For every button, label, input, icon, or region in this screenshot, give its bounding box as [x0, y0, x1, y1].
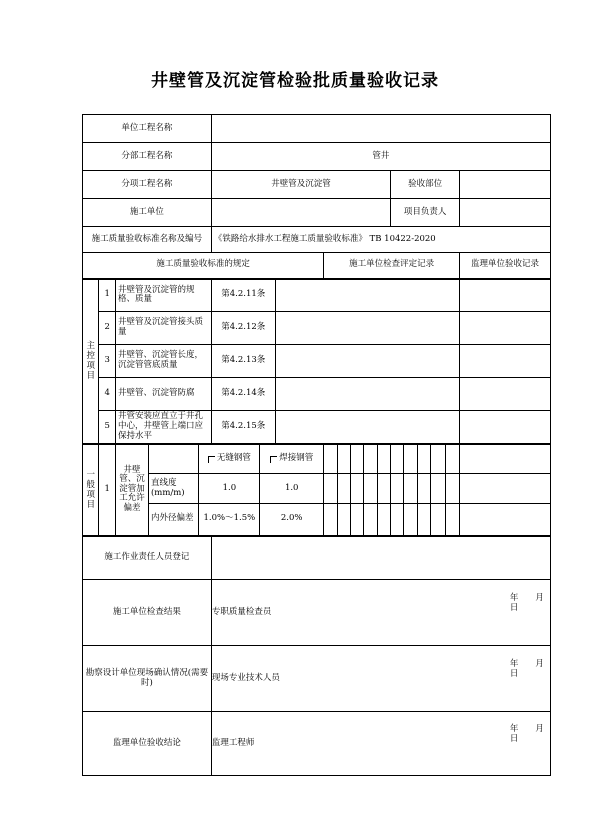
- acceptance-part-value[interactable]: [460, 171, 551, 199]
- main-control-text: 井壁管、沉淀管防腐: [115, 378, 211, 411]
- construction-record-cell[interactable]: [275, 411, 459, 444]
- measure-cell[interactable]: [404, 474, 417, 504]
- supervision-record-cell[interactable]: [460, 378, 551, 411]
- row-worker-registration: [83, 536, 551, 580]
- project-manager-value[interactable]: [460, 199, 551, 227]
- measure-cell[interactable]: [417, 474, 430, 504]
- measure-cell[interactable]: [445, 444, 459, 474]
- sub-division-value[interactable]: 井壁管及沉淀管: [211, 171, 390, 199]
- measure-cell[interactable]: [391, 474, 404, 504]
- main-control-clause: 第4.2.13条: [211, 345, 275, 378]
- supervision-engineer-label: 监理工程师: [211, 737, 255, 748]
- division-project-value[interactable]: 管井: [211, 143, 550, 171]
- measure-cell[interactable]: [391, 444, 404, 474]
- measure-cell[interactable]: [324, 444, 337, 474]
- header-construction-check: 施工单位检查评定记录: [324, 253, 460, 279]
- measure-cell[interactable]: [337, 504, 350, 536]
- unit-project-value[interactable]: [211, 115, 550, 143]
- document-title: 井壁管及沉淀管检验批质量验收记录: [151, 71, 439, 91]
- general-row-diameter: [83, 504, 551, 536]
- supervision-value[interactable]: [211, 712, 561, 776]
- header-supervision-check: 监理单位验收记录: [460, 253, 551, 279]
- main-control-clause: 第4.2.11条: [211, 279, 275, 312]
- measure-cell[interactable]: [364, 444, 377, 474]
- main-control-row-4: [83, 378, 551, 411]
- quality-inspector-label: 专职质量检查员: [211, 606, 272, 617]
- general-label: 一般项目: [83, 444, 99, 536]
- supervision-record-cell[interactable]: [460, 279, 551, 312]
- general-no: 1: [99, 444, 115, 536]
- main-control-no: 1: [99, 279, 115, 312]
- supervision-record-cell[interactable]: [460, 504, 551, 536]
- row-division-project: [83, 143, 551, 171]
- measure-cell[interactable]: [431, 504, 445, 536]
- measure-cell[interactable]: [431, 474, 445, 504]
- straightness-label: 直线度(mm/m): [148, 474, 198, 504]
- construction-record-cell[interactable]: [275, 378, 459, 411]
- diameter-seamless: 1.0%～1.5%: [199, 504, 260, 536]
- survey-design-date: 年 月 日: [509, 659, 561, 679]
- worker-registration-value[interactable]: [211, 536, 550, 580]
- general-row-header: [83, 444, 551, 474]
- construction-result-value[interactable]: [211, 580, 561, 646]
- row-construction-result: [83, 580, 551, 646]
- measure-cell[interactable]: [337, 474, 350, 504]
- measure-cell[interactable]: [350, 504, 363, 536]
- survey-design-label: 勘察设计单位现场确认情况(需要时): [83, 646, 212, 712]
- main-control-row-3: [83, 345, 551, 378]
- row-headers: [83, 253, 551, 279]
- measure-cell[interactable]: [417, 504, 430, 536]
- supervision-record-cell[interactable]: [460, 312, 551, 345]
- measure-cell[interactable]: [377, 504, 390, 536]
- construction-unit-value[interactable]: [211, 199, 390, 227]
- main-control-label: 主控项目: [83, 279, 99, 444]
- corner-mark-icon: [270, 456, 277, 463]
- measure-cell[interactable]: [377, 474, 390, 504]
- measure-cell[interactable]: [417, 444, 430, 474]
- supervision-record-cell[interactable]: [460, 345, 551, 378]
- measure-cell[interactable]: [377, 444, 390, 474]
- main-control-text: 井壁管、沉淀管长度，沉淀管管底质量: [115, 345, 211, 378]
- survey-design-value[interactable]: [211, 646, 561, 712]
- construction-unit-label: 施工单位: [83, 199, 212, 227]
- main-control-no: 4: [99, 378, 115, 411]
- row-standard: [83, 227, 551, 253]
- measure-cell[interactable]: [337, 444, 350, 474]
- worker-registration-label: 施工作业责任人员登记: [83, 536, 212, 580]
- main-control-clause: 第4.2.12条: [211, 312, 275, 345]
- construction-record-cell[interactable]: [275, 345, 459, 378]
- supervision-date: 年 月 日: [509, 724, 561, 744]
- main-control-text: 井管安装应直立于井孔中心，井壁管上端口应保持水平: [115, 411, 211, 444]
- construction-result-date: 年 月 日: [509, 593, 561, 613]
- construction-result-label: 施工单位检查结果: [83, 580, 212, 646]
- measure-cell[interactable]: [445, 474, 459, 504]
- row-supervision: [83, 712, 551, 776]
- measure-cell[interactable]: [364, 474, 377, 504]
- standard-label: 施工质量验收标准名称及编号: [83, 227, 212, 253]
- straightness-welded: 1.0: [260, 474, 324, 504]
- measure-cell[interactable]: [324, 474, 337, 504]
- measure-cell[interactable]: [391, 504, 404, 536]
- main-control-clause: 第4.2.15条: [211, 411, 275, 444]
- seamless-pipe-header: 无缝钢管: [199, 444, 260, 474]
- row-sub-division: [83, 171, 551, 199]
- sub-division-label: 分项工程名称: [83, 171, 212, 199]
- diameter-welded: 2.0%: [260, 504, 324, 536]
- measure-cell[interactable]: [445, 504, 459, 536]
- main-control-row-2: [83, 312, 551, 345]
- inspection-record-table: [82, 114, 561, 776]
- general-blank: [148, 444, 198, 474]
- construction-record-cell[interactable]: [275, 312, 459, 345]
- straightness-seamless: 1.0: [199, 474, 260, 504]
- unit-project-label: 单位工程名称: [83, 115, 212, 143]
- row-survey-design: [83, 646, 551, 712]
- standard-value: 《铁路给水排水工程施工质量验收标准》 TB 10422-2020: [211, 227, 550, 253]
- row-unit-project: [83, 115, 551, 143]
- measure-cell[interactable]: [404, 504, 417, 536]
- supervision-record-cell[interactable]: [460, 474, 551, 504]
- supervision-label: 监理单位验收结论: [83, 712, 212, 776]
- supervision-record-cell[interactable]: [460, 411, 551, 444]
- project-manager-label: 项目负责人: [391, 199, 460, 227]
- division-project-label: 分部工程名称: [83, 143, 212, 171]
- main-control-text: 井壁管及沉淀管的规格、质量: [115, 279, 211, 312]
- construction-record-cell[interactable]: [275, 279, 459, 312]
- main-control-text: 井壁管及沉淀管接头质量: [115, 312, 211, 345]
- main-control-no: 5: [99, 411, 115, 444]
- general-row-straightness: [83, 474, 551, 504]
- diameter-label: 内外径偏差: [148, 504, 198, 536]
- main-control-clause: 第4.2.14条: [211, 378, 275, 411]
- welded-pipe-header: 焊接钢管: [260, 444, 324, 474]
- measure-cell[interactable]: [404, 444, 417, 474]
- row-construction-unit: [83, 199, 551, 227]
- general-item: 井壁管、沉淀管加工允许偏差: [115, 444, 148, 536]
- measure-cell[interactable]: [364, 504, 377, 536]
- main-control-no: 2: [99, 312, 115, 345]
- acceptance-part-label: 验收部位: [391, 171, 460, 199]
- measure-cell[interactable]: [350, 474, 363, 504]
- main-control-row-5: [83, 411, 551, 444]
- measure-cell[interactable]: [324, 504, 337, 536]
- header-spec: 施工质量验收标准的规定: [83, 253, 324, 279]
- supervision-record-cell[interactable]: [460, 444, 551, 474]
- measure-cell[interactable]: [350, 444, 363, 474]
- corner-mark-icon: [208, 456, 215, 463]
- onsite-tech-label: 现场专业技术人员: [211, 672, 280, 683]
- main-control-no: 3: [99, 345, 115, 378]
- measure-cell[interactable]: [431, 444, 445, 474]
- main-control-row-1: [83, 279, 551, 312]
